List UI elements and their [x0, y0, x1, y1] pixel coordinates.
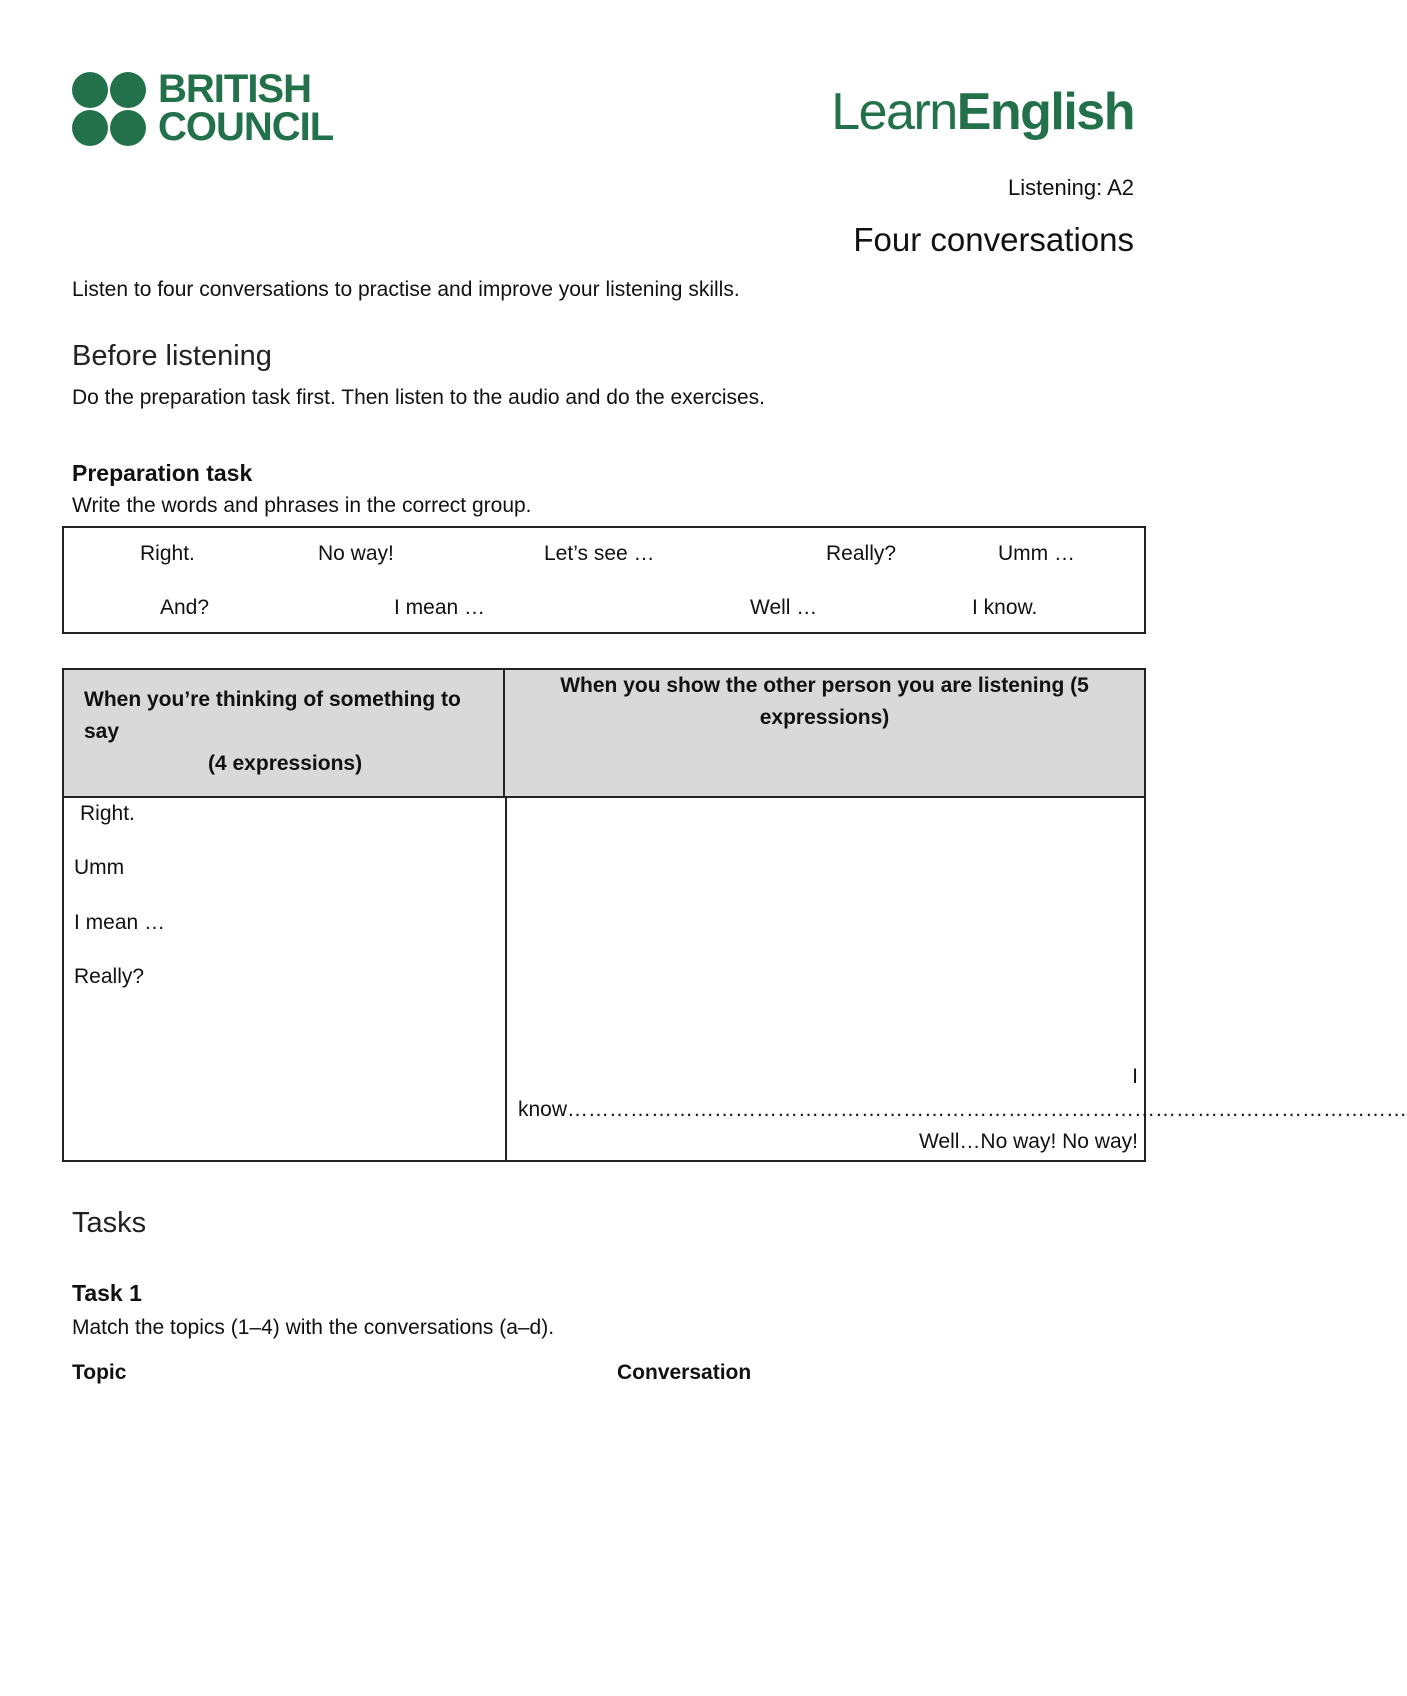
before-listening-heading: Before listening: [72, 340, 272, 372]
task1-heading: Task 1: [72, 1280, 142, 1306]
preparation-task-heading: Preparation task: [72, 460, 253, 486]
thinking-column-header: When you’re thinking of something to say (4 expressions): [64, 670, 505, 798]
topic-column-header: Topic: [72, 1361, 127, 1384]
column-divider: [505, 798, 507, 1160]
word-bank-item: Right.: [140, 542, 195, 565]
learnenglish-logo: LearnEnglish: [831, 83, 1134, 141]
intro-text: Listen to four conversations to practise and improve your listening skills.: [72, 278, 740, 301]
conversation-column-header: Conversation: [617, 1361, 752, 1384]
word-bank-item: And?: [160, 596, 210, 619]
answer-text[interactable]: Really?: [74, 965, 145, 988]
british-council-wordmark: BRITISH COUNCIL: [158, 67, 334, 149]
word-bank-item: I know.: [972, 596, 1038, 619]
preparation-task-instruction: Write the words and phrases in the correct group.: [72, 494, 532, 517]
answer-text[interactable]: I: [1132, 1065, 1138, 1088]
tasks-heading: Tasks: [72, 1207, 147, 1239]
before-listening-instruction: Do the preparation task first. Then listen to the audio and do the exercises.: [72, 386, 766, 409]
word-bank-item: I mean …: [394, 596, 486, 619]
word-bank-item: Umm …: [998, 542, 1075, 565]
answer-text[interactable]: know…………………………………………………………………………………………………………: [518, 1098, 1407, 1121]
answer-text[interactable]: I mean …: [74, 911, 166, 934]
word-bank-item: Really?: [826, 542, 897, 565]
word-bank-item: Let’s see …: [544, 542, 655, 565]
sorting-table: [62, 668, 1407, 1162]
page-title: Four conversations: [853, 221, 1134, 258]
word-bank-item: Well …: [750, 596, 818, 619]
british-council-dots-icon: [72, 72, 148, 148]
answer-text[interactable]: Umm: [74, 856, 125, 879]
level-label: Listening: A2: [1008, 175, 1134, 200]
answer-text[interactable]: Right.: [80, 802, 135, 825]
word-bank: [62, 526, 1146, 634]
british-council-logo: [72, 67, 334, 150]
task1-instruction: Match the topics (1–4) with the conversations (a–d).: [72, 1316, 555, 1339]
answer-text[interactable]: Well…No way! No way!: [918, 1130, 1138, 1153]
listening-column-header: When you show the other person you are listening (5 expressions): [505, 670, 1144, 798]
word-bank-item: No way!: [318, 542, 394, 565]
